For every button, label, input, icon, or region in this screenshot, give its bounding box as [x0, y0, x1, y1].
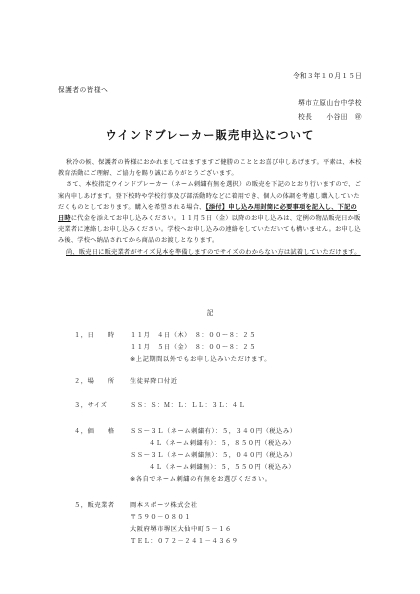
vendor-tel: ＴＥＬ：０７２－２４１－４３６９ — [130, 538, 239, 545]
paragraph-guidance — [58, 179, 363, 246]
detail-size-value — [130, 400, 245, 412]
price-line-3: ＳＳ～３Ｌ（ネーム刺繍無）：５，０４０円（税込み） — [130, 452, 297, 459]
price-line-4: ４Ｌ（ネーム刺繍無）：５，５５０円（税込み） — [149, 464, 296, 471]
place-value: 生徒昇降口付近 — [130, 378, 178, 385]
page-title: ウインドブレーカー販売申込について — [105, 129, 315, 142]
detail-price-value — [130, 426, 297, 486]
vendor-name: 岡本スポーツ株式会社 — [130, 502, 198, 509]
paragraph-fitting — [58, 247, 363, 258]
body-text — [58, 157, 363, 258]
guidance-text-continued: に代金を添えてお申し込みください。１１月５日（金）以降のお申し込みは、定例の物品販売日か販売業者に連絡しお申し込みください。学校へお申し込みの連絡をしていただいても構いません。お申し込み後、学校へ納品されてから商品のお渡しとなります。 — [58, 215, 361, 245]
ki-heading: 記 — [206, 309, 214, 317]
detail-vendor-value — [130, 500, 239, 548]
addressee: 保護者の皆様へ — [58, 86, 109, 94]
detail-place-label: ２，場 所 — [74, 378, 115, 385]
price-note: ※各自でネーム刺繍の有無をお選びください。 — [130, 476, 272, 483]
paragraph-greeting: 秋冷の候、保護者の皆様におかれましてはますますご健勝のこととお喜び申しあげます。平素は、本校教育活動にご理解、ご協力を賜り誠にありがとうございます。 — [58, 159, 362, 178]
school-name: 堺市立原山台中学校 — [298, 99, 362, 107]
principal-name: 校長 小谷田 ㊞ — [298, 113, 362, 121]
price-line-2: ４Ｌ（ネーム刺繍有）：５，８５０円（税込み） — [149, 440, 296, 447]
vendor-address: 大阪府堺市堺区大仙中町５－１６ — [130, 526, 232, 533]
datetime-note: ※上記期間以外でもお申し込みいただけます。 — [130, 356, 272, 363]
sender-block — [298, 97, 362, 125]
guidance-underline-datetime: 下記の日時 — [58, 203, 357, 223]
detail-datetime-label: １，日 時 — [74, 332, 115, 339]
price-line-1: ＳＳ～３Ｌ（ネーム刺繍有）：５，３４０円（税込み） — [130, 428, 297, 435]
size-value: ＳＳ：Ｓ：Ｍ：Ｌ：ＬＬ：３Ｌ：４Ｌ — [130, 402, 246, 409]
guidance-underline-envelope: 【添付】申し込み用封筒に必要事項を記入し、 — [205, 203, 338, 211]
issue-date: 令和３年１０月１５日 — [293, 72, 362, 80]
detail-size-label: ３，サイズ — [74, 402, 108, 409]
datetime-line-1: １１月 ４日（木） ８：００～８：２５ — [130, 332, 256, 339]
detail-vendor-label: ５，販売業者 — [74, 502, 115, 509]
datetime-line-2: １１月 ５日（金） ８：００～８：２５ — [130, 344, 256, 351]
guidance-text: さて、本校指定ウインドブレーカー（ネーム刺繍有無を選択）の販売を下記のとおり行いますので、ご案内申しあげます。登下校時や学校行事及び部活動時などに着用でき、個人の体調を考慮し購入していただくものとしております。購入を希望される場合、 — [58, 181, 362, 211]
detail-place-value — [130, 376, 178, 388]
vendor-postal: 〒５９０－０８０１ — [130, 514, 192, 521]
fitting-text: 尚、販売日に販売業者がサイズ見本を準備しますのでサイズのわからない方は試着していただけます。 — [66, 248, 361, 256]
detail-price-label: ４，価 格 — [74, 428, 115, 435]
detail-datetime-value — [130, 330, 271, 366]
